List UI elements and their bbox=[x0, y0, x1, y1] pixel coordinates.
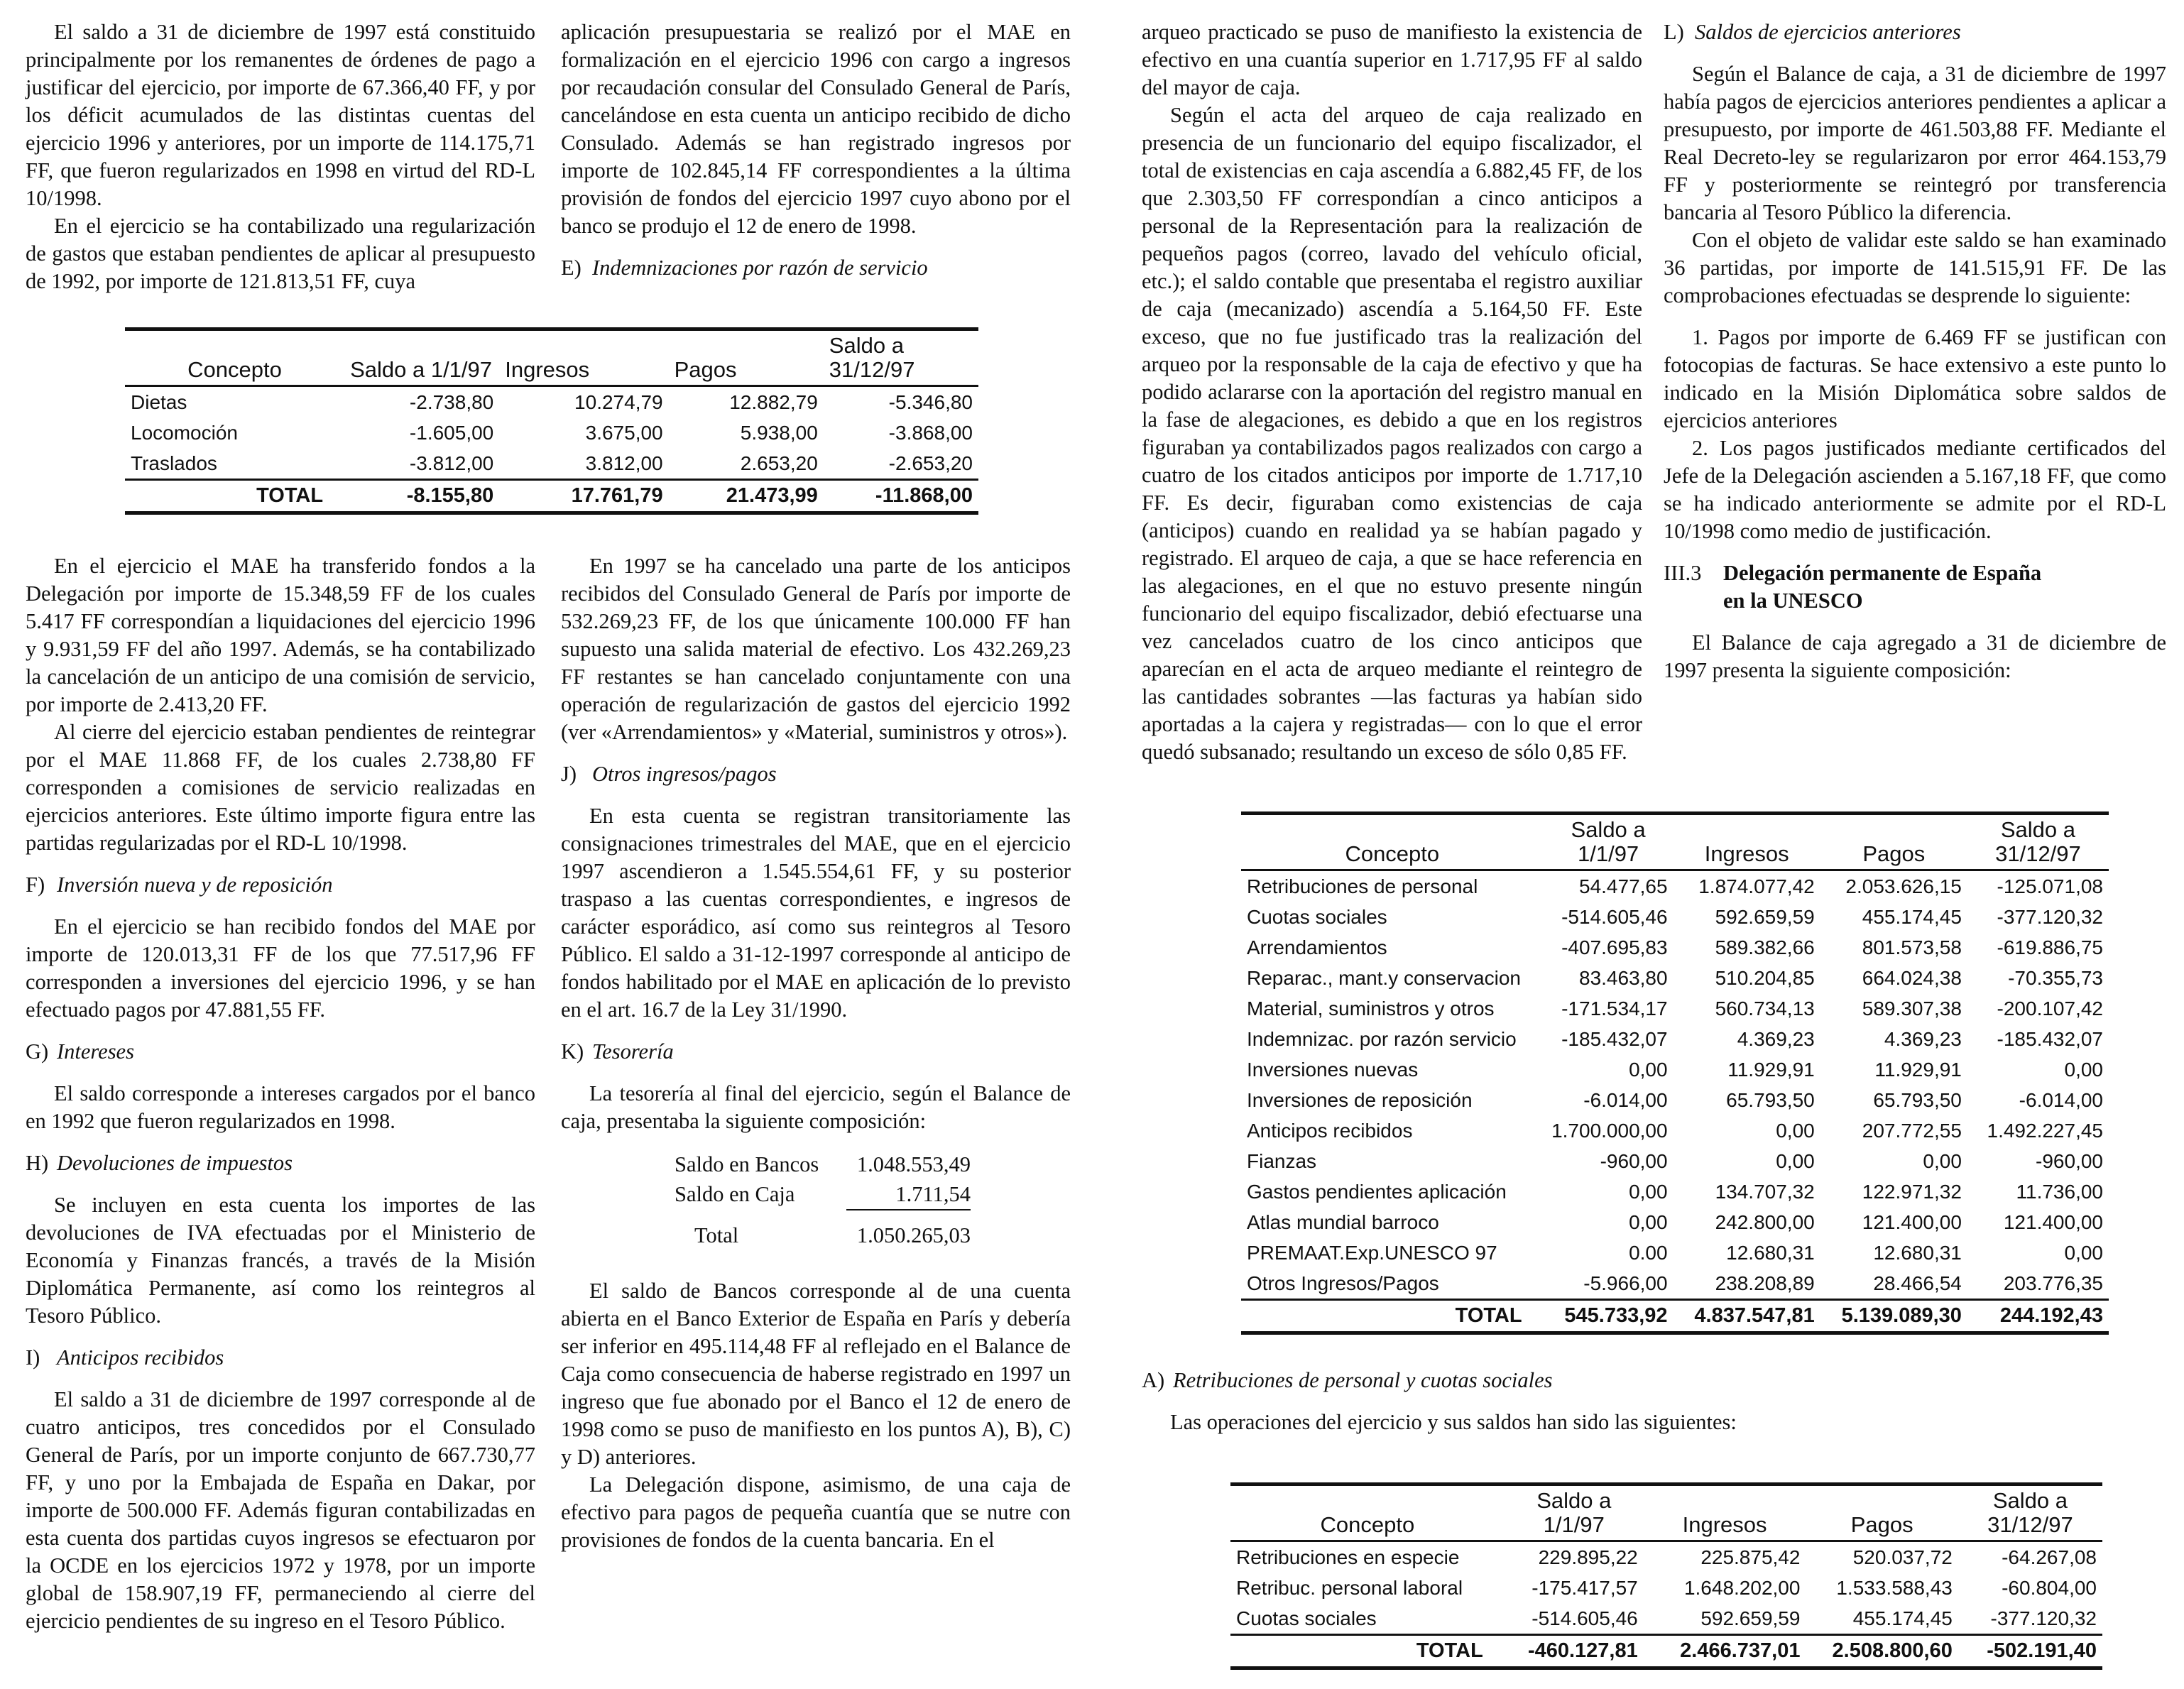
paragraph: aplicación presupuestaria se realizó por el MAE en formalización en el ejercicio 1996 con cargo a ingresos por recaudación consular del Consulado General de París, cancelándose en esta cuenta un anticipo recibido de dicho Consulado. Además se han registrado ingresos por importe de 102.845,14 FF correspondientes a la última provisión de fondos del ejercicio 1997 cuyo abono por el banco se produjo el 12 de enero de 1998. bbox=[561, 20, 1071, 238]
paragraph: En el ejercicio el MAE ha transferido fondos a la Delegación por importe de 15.348,59 FF de los cuales 5.417 FF correspondían a liquidaciones del ejercicio 1996 y 9.931,59 FF del año 1997. Además, se ha contabilizado la cancelación de un anticipo de una comisión de servicio, por importe de 2.413,20 FF. bbox=[26, 554, 535, 716]
right-col2 bbox=[1664, 18, 2166, 684]
right-col1 bbox=[1142, 18, 1642, 766]
table-row: Retribuc. personal laboral -175.417,57 1.648.202,00 1.533.588,43 -60.804,00 bbox=[1236, 1577, 2097, 1599]
col-header: Ingresos bbox=[1682, 1512, 1767, 1537]
table-row: Cuotas sociales -514.605,46 592.659,59 455.174,45 -377.120,32 bbox=[1247, 906, 2103, 928]
paragraph: En esta cuenta se registran transitoriamente las consignaciones trimestrales del MAE, que en el ejercicio 1997 ascendieron a 1.545.554,61 FF, y su posterior traspaso a las cuentas correspondientes, e ingresos de carácter esporádico, así como sus reintegros al Tesoro Público. El saldo a 31-12-1997 corresponde al anticipo de fondos habilitado por el MAE en aplicación de lo previsto en el art. 16.7 de la Ley 31/1990. bbox=[561, 804, 1071, 1022]
paragraph: Se incluyen en esta cuenta los importes de las devoluciones de IVA efectuadas por el Ministerio de Economía y Finanzas francés, a través de la Misión Diplomática Permanente, así como los reintegros al Tesoro Público. bbox=[26, 1193, 535, 1328]
paragraph: En 1997 se ha cancelado una parte de los anticipos recibidos del Consulado General de París por importe de 532.269,23 FF, de los que únicamente 100.000 FF han supuesto una salida material de efectivo. Los 432.269,23 FF restantes se han cancelado conjuntamente con una operación de regularización de gastos del ejercicio 1992 (ver «Arrendamientos» y «Material, suministros y otros»). bbox=[561, 554, 1071, 744]
table-row: PREMAAT.Exp.UNESCO 97 0.00 12.680,31 12.680,31 0,00 bbox=[1247, 1242, 2103, 1264]
col-header: Ingresos bbox=[505, 357, 590, 382]
table-row: Locomoción -1.605,00 3.675,00 5.938,00 -3.868,00 bbox=[131, 422, 973, 444]
table-indemnizaciones bbox=[125, 327, 978, 515]
list-item: 1. Pagos por importe de 6.469 FF se justifican con fotocopias de facturas. Se hace extensivo a este punto lo indicado en la Misión Diplomática sobre saldos de ejercicios anteriores bbox=[1664, 325, 2166, 432]
paragraph: Las operaciones del ejercicio y sus saldos han sido las siguientes: bbox=[1170, 1410, 1737, 1434]
col-header: Concepto bbox=[187, 357, 282, 382]
table-row: Inversiones de reposición -6.014,00 65.793,50 65.793,50 -6.014,00 bbox=[1247, 1089, 2103, 1111]
section-heading-j: J) Otros ingresos/pagos bbox=[561, 762, 777, 786]
table-row: Reparac., mant.y conservacion 83.463,80 510.204,85 664.024,38 -70.355,73 bbox=[1247, 967, 2103, 989]
table-row: Cuotas sociales -514.605,46 592.659,59 455.174,45 -377.120,32 bbox=[1236, 1607, 2097, 1629]
paragraph: El saldo a 31 de diciembre de 1997 está constituido principalmente por los remanentes de órdenes de pago a justificar del ejercicio, por importe de 67.366,40 FF, y por los déficit acumulados de las distintas cuentas del ejercicio 1996 y anteriores, por un importe de 114.175,71 FF, que fueron regularizados en 1998 en virtud del RD-L 10/1998. bbox=[26, 20, 535, 210]
paragraph: En el ejercicio se ha contabilizado una regularización de gastos que estaban pendientes de aplicar al presupuesto de 1992, por importe de 121.813,51 FF, cuya bbox=[26, 214, 535, 293]
table-row: Traslados -3.812,00 3.812,00 2.653,20 -2.653,20 bbox=[131, 452, 973, 474]
paragraph: El saldo corresponde a intereses cargados por el banco en 1992 que fueron regularizados en 1998. bbox=[26, 1081, 535, 1133]
col-header: Saldo a 31/12/97 bbox=[829, 333, 915, 382]
paragraph: Según el Balance de caja, a 31 de diciembre de 1997 había pagos de ejercicios anteriores pendientes a aplicar a presupuesto, por importe de 461.503,88 FF. Mediante el Real Decreto-ley se regularizaron por error 464.153,79 FF y posteriormente se reintegró por transferencia bancaria al Tesoro Público la diferencia. bbox=[1664, 62, 2166, 224]
section-heading-h: H) Devoluciones de impuestos bbox=[26, 1151, 293, 1175]
table-row: Material, suministros y otros -171.534,17 560.734,13 589.307,38 -200.107,42 bbox=[1247, 997, 2103, 1020]
col-header: Ingresos bbox=[1704, 841, 1789, 866]
paragraph: En el ejercicio se han recibido fondos del MAE por importe de 120.013,31 FF de los que 77.517,96 FF corresponden a inversiones del ejercicio 1996, y se han efectuado pagos por 47.881,55 FF. bbox=[26, 914, 535, 1022]
col-header: Concepto bbox=[1345, 841, 1440, 866]
col-header: Pagos bbox=[674, 357, 737, 382]
table-row: Fianzas -960,00 0,00 0,00 -960,00 bbox=[1247, 1150, 2103, 1172]
section-heading-k: K) Tesorería bbox=[561, 1039, 674, 1064]
right-page bbox=[1092, 0, 2184, 1689]
col-header: Concepto bbox=[1320, 1512, 1415, 1537]
paragraph: El saldo a 31 de diciembre de 1997 corresponde al de cuatro anticipos, tres concedidos por el Consulado General de París, por un importe conjunto de 667.730,77 FF, y uno por la Embajada de España en Dakar, por importe de 500.000 FF. Además figuran contabilizadas en esta cuenta dos partidas cuyos ingresos se efectuaron por la OCDE en los ejercicios 1972 y 1978, por un importe global de 158.907,19 FF, permaneciendo al cierre del ejercicio pendientes de su ingreso en el Tesoro Público. bbox=[26, 1387, 535, 1633]
section-heading-a: A) Retribuciones de personal y cuotas sociales bbox=[1142, 1368, 1553, 1392]
col-header: Saldo a 1/1/97 bbox=[350, 357, 493, 382]
col-header: Saldo a 31/12/97 bbox=[1995, 817, 2081, 866]
tesoreria-balance bbox=[675, 1149, 1071, 1250]
paragraph: Con el objeto de validar este saldo se han examinado 36 partidas, por importe de 141.515,91 FF. De las comprobaciones efectuadas se desprende lo siguiente: bbox=[1664, 228, 2166, 307]
table-row: Gastos pendientes aplicación 0,00 134.707,32 122.971,32 11.736,00 bbox=[1247, 1181, 2103, 1203]
balance-row: Saldo en Caja 1.711,54 bbox=[675, 1179, 1071, 1210]
section-a-block bbox=[1142, 1367, 2171, 1436]
paragraph: Al cierre del ejercicio estaban pendientes de reintegrar por el MAE 11.868 FF, de los cuales 2.738,80 FF corresponden a comisiones de servicio realizadas en ejercicios anteriores. Este último importe figura entre las partidas regularizadas por el RD-L 10/1998. bbox=[26, 720, 535, 855]
table-unesco-balance bbox=[1241, 811, 2109, 1335]
table-row: Dietas -2.738,80 10.274,79 12.882,79 -5.346,80 bbox=[131, 391, 973, 413]
table-row: Arrendamientos -407.695,83 589.382,66 801.573,58 -619.886,75 bbox=[1247, 936, 2103, 958]
col-header: Saldo a 31/12/97 bbox=[1987, 1488, 2073, 1537]
section-heading-e: E) Indemnizaciones por razón de servicio bbox=[561, 256, 928, 280]
paragraph: El Balance de caja agregado a 31 de diciembre de 1997 presenta la siguiente composición: bbox=[1664, 630, 2166, 682]
left-col1-bottom bbox=[26, 552, 535, 1635]
left-col1-top bbox=[26, 18, 535, 295]
balance-total-row: Total 1.050.265,03 bbox=[694, 1223, 971, 1247]
table-row: Retribuciones de personal 54.477,65 1.874.077,42 2.053.626,15 -125.071,08 bbox=[1247, 875, 2103, 897]
table-row: Inversiones nuevas 0,00 11.929,91 11.929,91 0,00 bbox=[1247, 1059, 2103, 1081]
col-header: Saldo a 1/1/97 bbox=[1536, 1488, 1612, 1537]
paragraph: La Delegación dispone, asimismo, de una caja de efectivo para pagos de pequeña cuantía que se nutre con provisiones de fondos de la cuenta bancaria. En el bbox=[561, 1472, 1071, 1552]
paragraph: El saldo de Bancos corresponde al de una cuenta abierta en el Banco Exterior de España en París y debería ser inferior en 495.114,48 FF al reflejado en el Balance de Caja como consecuencia de haberse registrado en 1997 un ingreso que fue abonado por el Banco el 12 de enero de 1998 como se puso de manifiesto en los puntos A), B), C) y D) anteriores. bbox=[561, 1279, 1071, 1469]
table-total-row: TOTAL 545.733,92 4.837.547,81 5.139.089,30 244.192,43 bbox=[1241, 1300, 2109, 1333]
col-header: Pagos bbox=[1850, 1512, 1913, 1537]
col-header: Pagos bbox=[1862, 841, 1926, 866]
table-row: Anticipos recibidos 1.700.000,00 0,00 207.772,55 1.492.227,45 bbox=[1247, 1120, 2103, 1142]
balance-row: Saldo en Bancos 1.048.553,49 bbox=[675, 1152, 971, 1176]
table-retribuciones bbox=[1230, 1482, 2102, 1670]
table-row: Atlas mundial barroco 0,00 242.800,00 121.400,00 121.400,00 bbox=[1247, 1211, 2103, 1233]
table-total-row: TOTAL -460.127,81 2.466.737,01 2.508.800,60 -502.191,40 bbox=[1230, 1635, 2102, 1668]
table-total-row: TOTAL -8.155,80 17.761,79 21.473,99 -11.868,00 bbox=[125, 480, 978, 513]
section-heading-f: F) Inversión nueva y de reposición bbox=[26, 873, 333, 897]
col-header: Saldo a 1/1/97 bbox=[1571, 817, 1646, 866]
section-heading-i: I) Anticipos recibidos bbox=[26, 1345, 224, 1370]
left-col2-bottom bbox=[561, 552, 1071, 1554]
list-item: 2. Los pagos justificados mediante certificados del Jefe de la Delegación ascienden a 5.167,18 FF, que como se ha indicado anteriormente se admite por el RD-L 10/1998 como medio de justificación. bbox=[1664, 436, 2166, 543]
section-heading-iii3: III.3 Delegación permanente de España en la UNESCO bbox=[1664, 561, 2042, 613]
table-row: Indemnizac. por razón servicio -185.432,07 4.369,23 4.369,23 -185.432,07 bbox=[1247, 1028, 2103, 1050]
table-row: Retribuciones en especie 229.895,22 225.875,42 520.037,72 -64.267,08 bbox=[1236, 1546, 2097, 1568]
paragraph: Según el acta del arqueo de caja realizado en presencia de un funcionario del equipo fiscalizador, el total de existencias en caja ascendía a 6.882,45 FF, de los que 2.303,50 FF correspondían a cinco anticipos a personal de la Representación para la realización de pequeños pagos (correo, lavado del vehículo oficial, etc.); el saldo contable que presentaba el registro auxiliar de caja (mecanizado) ascendía a 5.164,50 FF. Este exceso, que no fue justificado tras la realización del arqueo por la responsable de la caja de efectivo y que ha podido aclararse con la aportación del registro manual en la fase de alegaciones, es debido a que en los registros figuraban ya contabilizados pagos realizados con cargo a cuatro de los citados anticipos por importe de 1.717,10 FF. Es decir, figuraban como existencias de caja (anticipos) cuando en realidad ya se habían pagado y registrado. El arqueo de caja, a que se hace referencia en las alegaciones, en el que no estuvo presente ningún funcionario del equipo fiscalizador, debió efectuarse una vez cancelados cuatro de los cinco anticipos que aparecían en el acta de arqueo mediante el reintegro de las cantidades sobrantes —las facturas ya habían sido aportadas a la cajera y registradas— con lo que el error quedó subsanado; resultando un exceso de sólo 0,85 FF. bbox=[1142, 103, 1642, 764]
section-heading-l: L) Saldos de ejercicios anteriores bbox=[1664, 20, 1961, 44]
section-heading-g: G) Intereses bbox=[26, 1039, 134, 1064]
paragraph: La tesorería al final del ejercicio, según el Balance de caja, presentaba la siguiente composición: bbox=[561, 1081, 1071, 1133]
table-row: Otros Ingresos/Pagos -5.966,00 238.208,89 28.466,54 203.776,35 bbox=[1247, 1272, 2103, 1294]
paragraph: arqueo practicado se puso de manifiesto la existencia de efectivo en una cuantía superior en 1.717,95 FF al saldo del mayor de caja. bbox=[1142, 20, 1642, 99]
left-col2-top bbox=[561, 18, 1071, 282]
